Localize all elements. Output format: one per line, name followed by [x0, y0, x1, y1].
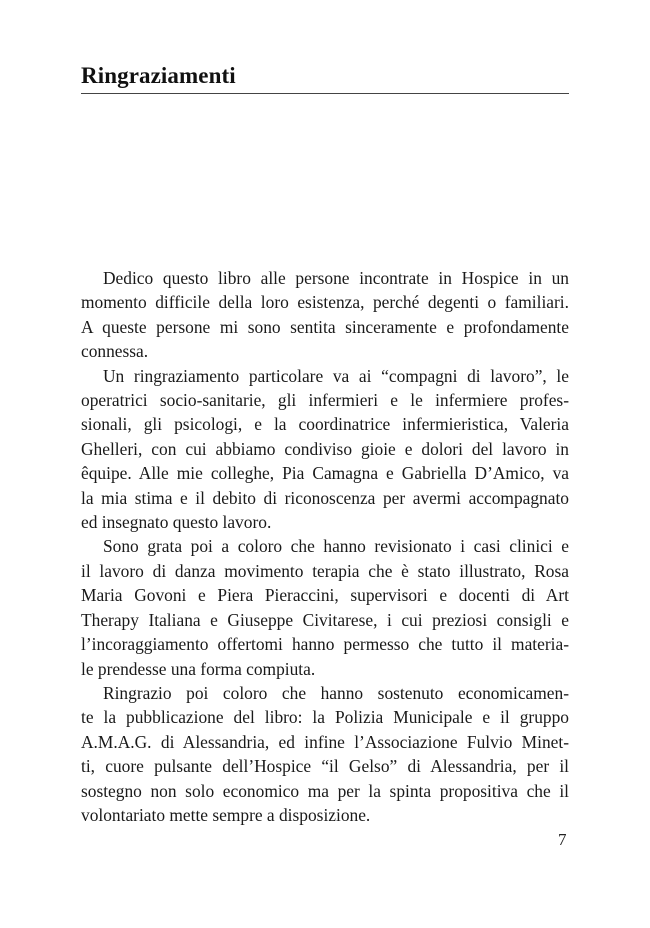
text-line: ti, cuore pulsante dell’Hospice “il Gelso” di Alessandria, per il	[81, 756, 569, 777]
paragraph-dedication	[81, 266, 569, 364]
text-line: sionali, gli psicologi, e la coordinatrice infermieristica, Valeria	[81, 414, 569, 435]
text-line: il lavoro di danza movimento terapia che è stato illustrato, Rosa	[81, 560, 569, 581]
text-line: Ghelleri, con cui abbiamo condiviso gioie e dolori del lavoro in	[81, 438, 569, 459]
text-line: connessa.	[81, 341, 149, 362]
text-line: te la pubblicazione del libro: la Polizia Municipale e il gruppo	[81, 707, 569, 728]
text-line: momento difficile della loro esistenza, perché degenti o familiari.	[81, 292, 569, 313]
text-line: ed insegnato questo lavoro.	[81, 512, 272, 533]
body-text	[81, 266, 569, 827]
text-line: sostegno non solo economico ma per la spinta propositiva che il	[81, 780, 569, 801]
chapter-title: Ringraziamenti	[81, 63, 236, 88]
paragraph-sponsors	[81, 681, 569, 827]
text-line: operatrici socio-sanitarie, gli infermieri e le infermiere profes-	[81, 390, 569, 411]
text-line: Ringrazio poi coloro che hanno sostenuto economicamen-	[103, 682, 569, 703]
text-line: Maria Govoni e Piera Pieraccini, supervisori e docenti di Art	[81, 585, 569, 606]
text-line: A queste persone mi sono sentita sinceramente e profondamente	[81, 316, 569, 337]
paragraph-reviewers	[81, 534, 569, 680]
title-rule	[81, 93, 569, 94]
text-line: êquipe. Alle mie colleghe, Pia Camagna e Gabriella D’Amico, va	[81, 463, 569, 484]
text-line: la mia stima e il debito di riconoscenza per avermi accompagnato	[81, 487, 569, 508]
text-line: Un ringraziamento particolare va ai “compagni di lavoro”, le	[103, 365, 569, 386]
paragraph-colleagues	[81, 364, 569, 535]
text-line: l’incoraggiamento offertomi hanno permesso che tutto il materia-	[81, 634, 569, 655]
text-line: volontariato mette sempre a disposizione.	[81, 804, 371, 825]
text-line: Dedico questo libro alle persone incontrate in Hospice in un	[103, 268, 569, 288]
page-number: 7	[558, 830, 567, 849]
text-line: A.M.A.G. di Alessandria, ed infine l’Associazione Fulvio Minet-	[81, 731, 569, 752]
text-line: le prendesse una forma compiuta.	[81, 658, 316, 679]
text-line: Sono grata poi a coloro che hanno revisionato i casi clinici e	[103, 536, 569, 557]
text-line: Therapy Italiana e Giuseppe Civitarese, i cui preziosi consigli e	[81, 609, 569, 630]
